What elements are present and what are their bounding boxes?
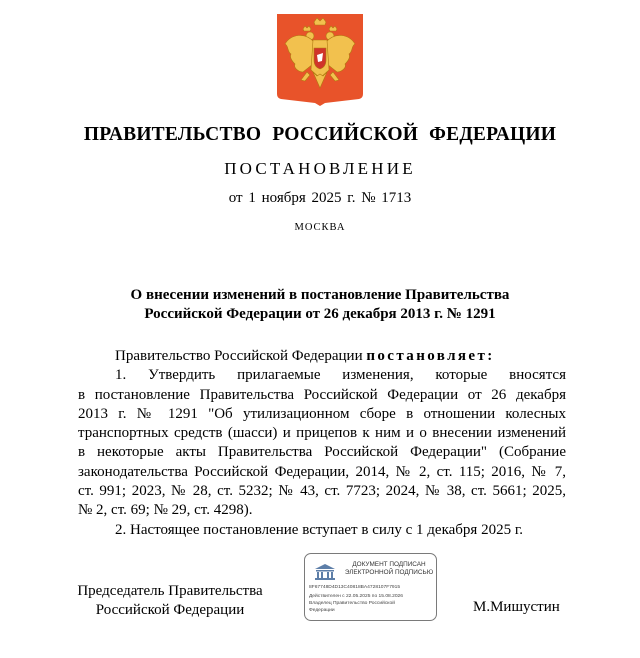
decree-body (78, 347, 566, 540)
stamp-certificate: 8F67748D4D13C40818BA4728107F7915 (309, 585, 401, 590)
stamp-title (343, 561, 435, 576)
paragraph-line: № 2, ст. 69; № 29, ст. 4298). (78, 502, 253, 519)
paragraph-line: 1. Утвердить прилагаемые изменения, которые вносятся (115, 367, 566, 384)
electronic-signature-stamp (304, 553, 437, 621)
paragraph-line: ст. 991; 2023, № 28, ст. 5232; № 43, ст. 7723; 2024, № 38, ст. 5661; 2025, (78, 483, 566, 500)
stamp-owner: Федерации (309, 608, 335, 613)
intro-text: Правительство Российской Федерации (115, 348, 363, 364)
paragraph-line: в некоторые акты Правительства Российской Федерации" (Собрание (78, 444, 566, 461)
paragraph-line: транспортных средств (шасси) и прицепов к ним и о внесении изменений (78, 425, 566, 442)
stamp-title-line: ДОКУМЕНТ ПОДПИСАН (352, 561, 426, 568)
decree-verb: постановляет: (366, 348, 495, 364)
decree-date-number: от 1 ноября 2025 г. № 1713 (228, 190, 412, 206)
paragraph-line: законодательства Российской Федерации, 2014, № 2, ст. 115; 2016, № 7, (78, 463, 566, 480)
government-building-icon (311, 561, 339, 581)
subject-line: Российской Федерации от 26 декабря 2013 г. № 1291 (144, 306, 496, 322)
signatory-name: М.Мишустин (473, 599, 560, 615)
stamp-owner: Владелец Правительство Российской (309, 601, 395, 606)
signatory-position (70, 582, 270, 620)
paragraph-line: в постановление Правительства Российской Федерации от 26 декабря (78, 386, 566, 403)
paragraph-2: 2. Настоящее постановление вступает в силу с 1 декабря 2025 г. (115, 521, 524, 538)
position-line: Председатель Правительства (77, 583, 263, 599)
position-line: Российской Федерации (95, 602, 245, 618)
stamp-validity: Действителен с 22.05.2025 по 15.08.2026 (309, 594, 403, 599)
document-type: ПОСТАНОВЛЕНИЕ (224, 159, 416, 178)
government-title: ПРАВИТЕЛЬСТВО РОССИЙСКОЙ ФЕДЕРАЦИИ (83, 124, 557, 145)
decree-subject (0, 286, 640, 324)
paragraph-line: 2013 г. № 1291 "Об утилизационном сборе в отношении колесных (78, 405, 566, 422)
stamp-title-line: ЭЛЕКТРОННОЙ ПОДПИСЬЮ (344, 568, 434, 576)
russian-coat-of-arms-icon (277, 14, 363, 106)
intro-paragraph (78, 347, 566, 366)
city: МОСКВА (294, 222, 346, 233)
subject-line: О внесении изменений в постановление Правительства (130, 287, 510, 303)
